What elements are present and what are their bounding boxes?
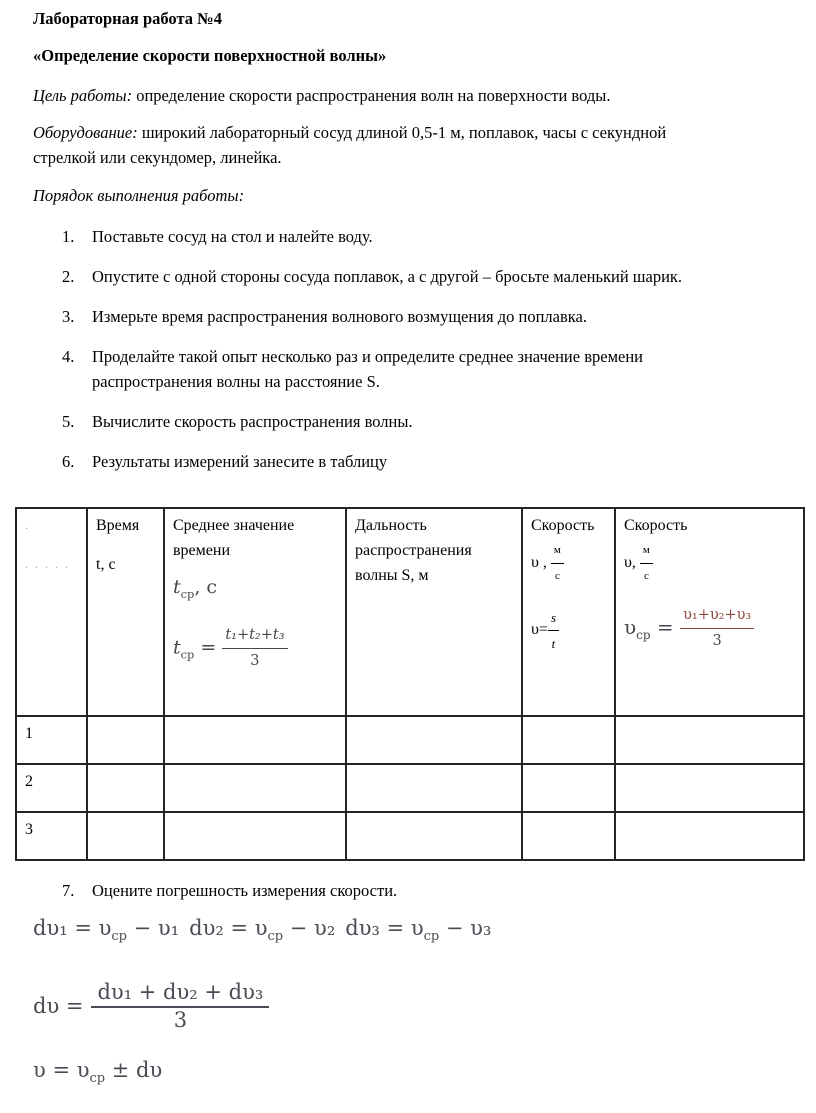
table-cell (346, 764, 522, 812)
step-number: 7. (62, 881, 75, 900)
avg-speed-title: Скорость (624, 517, 688, 534)
table-header-avg-time (164, 508, 346, 716)
final-speed-formula: $\upsilon = \upsilon_{ср} \pm d\upsilon$ (33, 1058, 163, 1087)
procedure-label: Порядок выполнения работы: (33, 186, 245, 205)
table-cell (615, 764, 804, 812)
step-item (0, 409, 790, 434)
page-title: Лабораторная работа №4 (33, 9, 222, 28)
step-text: Проделайте такой опыт несколько раз и определите среднее значение времени распространения волны на расстояние S. (92, 347, 643, 391)
procedure-steps (0, 224, 790, 489)
table-cell (615, 716, 804, 764)
row-number-cell: 2 (16, 764, 87, 812)
step-item (0, 449, 790, 474)
row-number-cell: 3 (16, 812, 87, 860)
table-cell (87, 812, 164, 860)
step-number: 5. (62, 412, 75, 431)
goal-label: Цель работы: (33, 86, 133, 105)
table-cell (615, 812, 804, 860)
table-cell (87, 764, 164, 812)
results-table (15, 507, 805, 861)
time-header-title: Время (96, 517, 140, 534)
table-cell (87, 716, 164, 764)
avg-time-symbol: $t_{ср}$, c (173, 576, 218, 601)
table-cell (522, 764, 615, 812)
table-cell (346, 812, 522, 860)
avg-time-title: Среднее значение времени (173, 517, 295, 559)
speed-formula: υ= $\frac{s}{t}$ (531, 605, 608, 656)
equipment-label: Оборудование: (33, 123, 138, 142)
table-header-index (16, 508, 87, 716)
step-item (0, 264, 790, 289)
step-text: Оцените погрешность измерения скорости. (92, 881, 398, 900)
step-number: 1. (62, 227, 75, 246)
table-row (16, 764, 804, 812)
table-cell (346, 716, 522, 764)
time-header-unit: t, c (96, 556, 116, 573)
step-item (0, 344, 790, 394)
table-header-row (16, 508, 804, 716)
step-item-7 (0, 878, 397, 903)
step-text: Поставьте сосуд на стол и налейте воду. (92, 227, 373, 246)
avg-time-formula: $t_{ср}$ = $\frac{\text{t₁+t₂+t₃}}{3}$ (173, 623, 339, 674)
step-number: 2. (62, 267, 75, 286)
table-row (16, 812, 804, 860)
table-cell (164, 764, 346, 812)
avg-error-formula: dυ = $\frac{\text{dυ₁ + dυ₂ + dυ₃}}{3}$ (33, 980, 269, 1032)
goal-text: определение скорости распространения волн на поверхности воды. (132, 86, 611, 105)
step-text: Результаты измерений занесите в таблицу (92, 452, 388, 471)
table-cell (522, 812, 615, 860)
goal-paragraph (33, 83, 778, 108)
table-header-time (87, 508, 164, 716)
speed-title: Скорость (531, 517, 595, 534)
error-formulas-line (33, 916, 491, 944)
step-text: Измерьте время распространения волнового возмущения до поплавка. (92, 307, 587, 326)
step-item (0, 224, 790, 249)
step-text: Опустите с одной стороны сосуда поплавок, а с другой – бросьте маленький шарик. (92, 267, 683, 286)
step-text: Вычислите скорость распространения волны. (92, 412, 413, 431)
step-number: 6. (62, 452, 75, 471)
step-number: 4. (62, 347, 75, 366)
table-header-distance (346, 508, 522, 716)
distance-title: Дальность распространения волны S, м (355, 517, 472, 584)
index-dots: . . . . . (25, 557, 70, 571)
index-dot: . (25, 518, 30, 532)
speed-symbol: υ , $\frac{м}{с}$ (531, 538, 608, 589)
table-cell (522, 716, 615, 764)
table-cell (164, 716, 346, 764)
avg-speed-formula: $\upsilon_{ср}$ = $\frac{\text{υ₁+υ₂+υ₃}}{3}$ (624, 603, 797, 654)
row-number-cell: 1 (16, 716, 87, 764)
equipment-text: широкий лабораторный сосуд длиной 0,5-1 м, поплавок, часы с секундной стрелкой или секундомер, линейка. (33, 123, 667, 167)
equipment-paragraph (33, 120, 730, 170)
avg-speed-symbol: υ, $\frac{м}{с}$ (624, 538, 797, 589)
table-header-speed (522, 508, 615, 716)
table-cell (164, 812, 346, 860)
step-number: 3. (62, 307, 75, 326)
page-subtitle: «Определение скорости поверхностной волны» (33, 46, 387, 65)
table-row (16, 716, 804, 764)
error-formula-1: $d\upsilon_1 = \upsilon_{ср} - \upsilon_1$ (33, 916, 180, 945)
error-formula-3: $d\upsilon_3 = \upsilon_{ср} - \upsilon_3$ (345, 916, 492, 945)
table-header-avg-speed (615, 508, 804, 716)
error-formula-2: $d\upsilon_2 = \upsilon_{ср} - \upsilon_2$ (189, 916, 336, 945)
step-item (0, 304, 790, 329)
